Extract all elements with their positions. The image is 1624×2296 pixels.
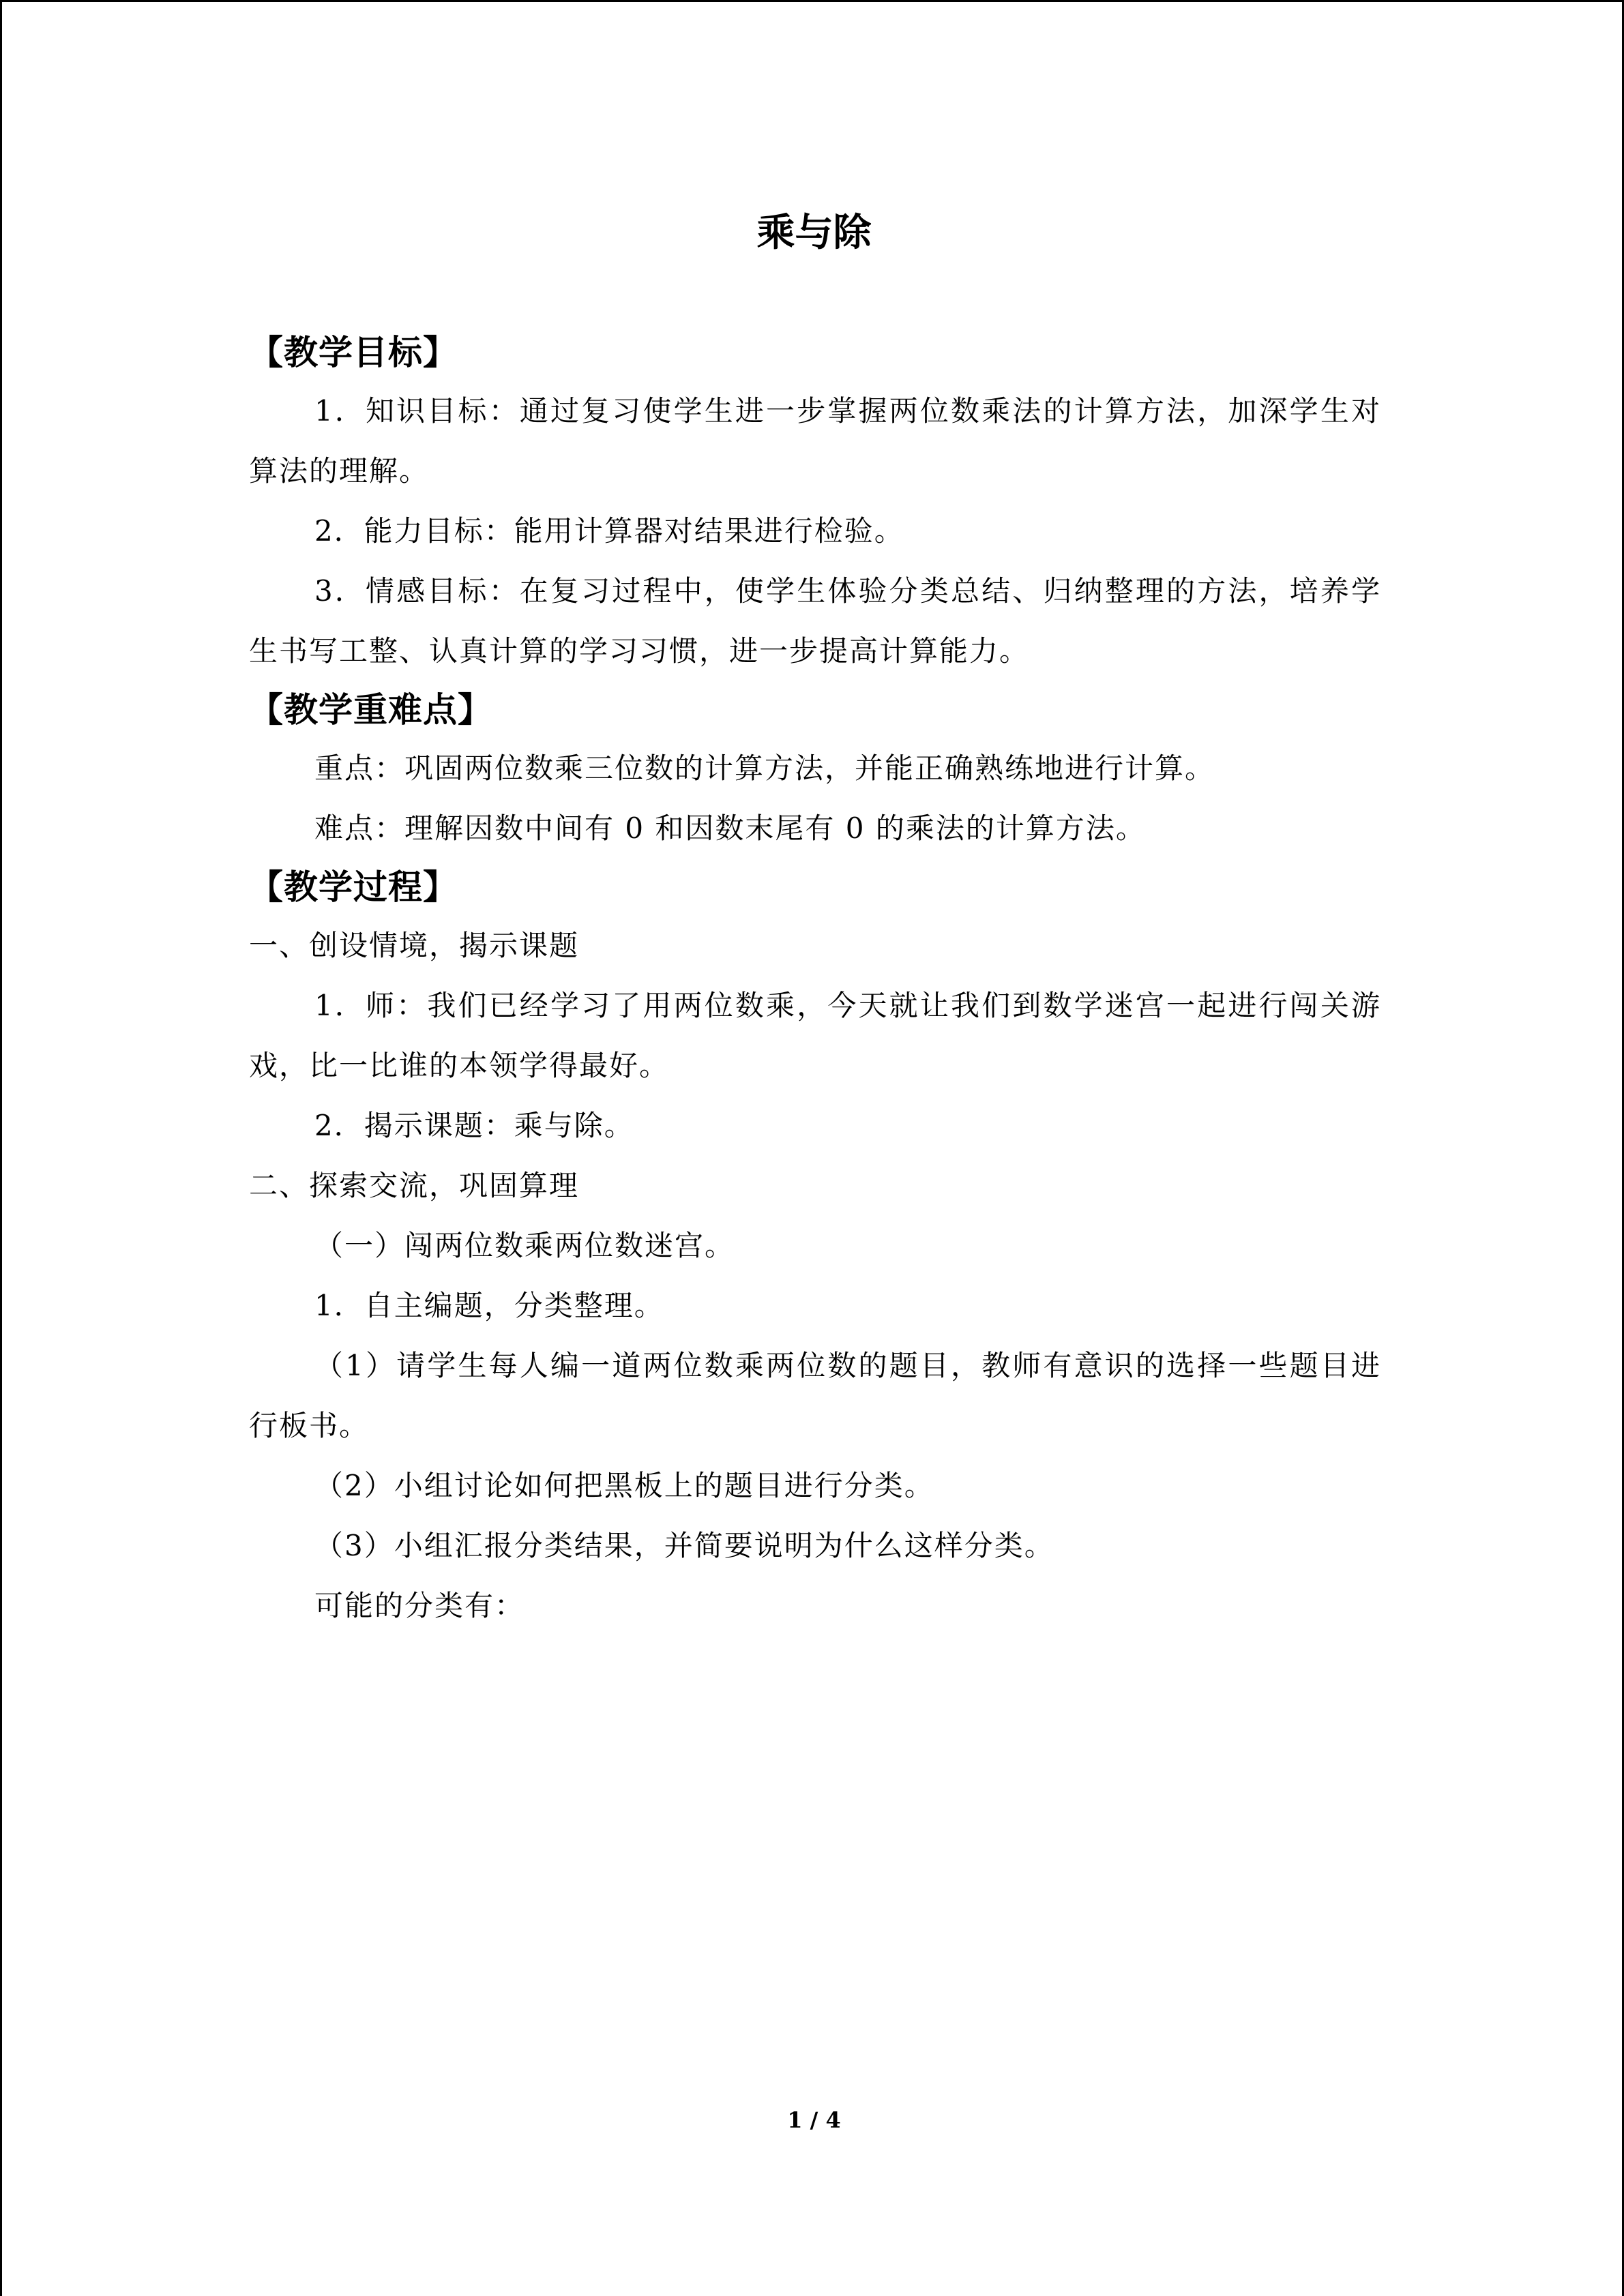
section-heading-objectives: 【教学目标】 [249, 332, 458, 372]
paragraph-maze-one: （一）闯两位数乘两位数迷宫。 [314, 1229, 735, 1262]
paragraph-emotion-objective: 3．情感目标：在复习过程中，使学生体验分类总结、归纳整理的方法，培养学生书写工整、认真计算的学习习惯，进一步提高计算能力。 [249, 574, 1381, 668]
subheading-create-situation: 一、创设情境，揭示课题 [249, 929, 580, 962]
paragraph-teacher-intro: 1．师：我们已经学习了用两位数乘，今天就让我们到数学迷宫一起进行闯关游戏，比一比谁的本领学得最好。 [249, 989, 1381, 1082]
page-number: 1 / 4 [787, 2107, 841, 2133]
subheading-explore-exchange: 二、探索交流，巩固算理 [249, 1169, 580, 1202]
paragraph-step-3: （3）小组汇报分类结果，并简要说明为什么这样分类。 [314, 1529, 1054, 1562]
document-body [249, 324, 1381, 1636]
paragraph-self-compose: 1．自主编题，分类整理。 [314, 1289, 664, 1322]
paragraph-knowledge-objective: 1．知识目标：通过复习使学生进一步掌握两位数乘法的计算方法，加深学生对算法的理解。 [249, 394, 1381, 488]
paragraph-possible-categories: 可能的分类有： [314, 1589, 525, 1622]
paragraph-ability-objective: 2．能力目标：能用计算器对结果进行检验。 [314, 514, 904, 548]
paragraph-step-1: （1）请学生每人编一道两位数乘两位数的题目，教师有意识的选择一些题目进行板书。 [249, 1349, 1381, 1442]
section-heading-process: 【教学过程】 [249, 867, 458, 907]
paragraph-key-point: 重点：巩固两位数乘三位数的计算方法，并能正确熟练地进行计算。 [314, 751, 1215, 785]
paragraph-difficult-point: 难点：理解因数中间有 0 和因数末尾有 0 的乘法的计算方法。 [314, 811, 1146, 845]
document-title: 乘与除 [756, 210, 872, 255]
paragraph-reveal-topic: 2．揭示课题：乘与除。 [314, 1109, 634, 1142]
section-heading-key-points: 【教学重难点】 [249, 689, 492, 730]
paragraph-step-2: （2）小组讨论如何把黑板上的题目进行分类。 [314, 1469, 934, 1502]
